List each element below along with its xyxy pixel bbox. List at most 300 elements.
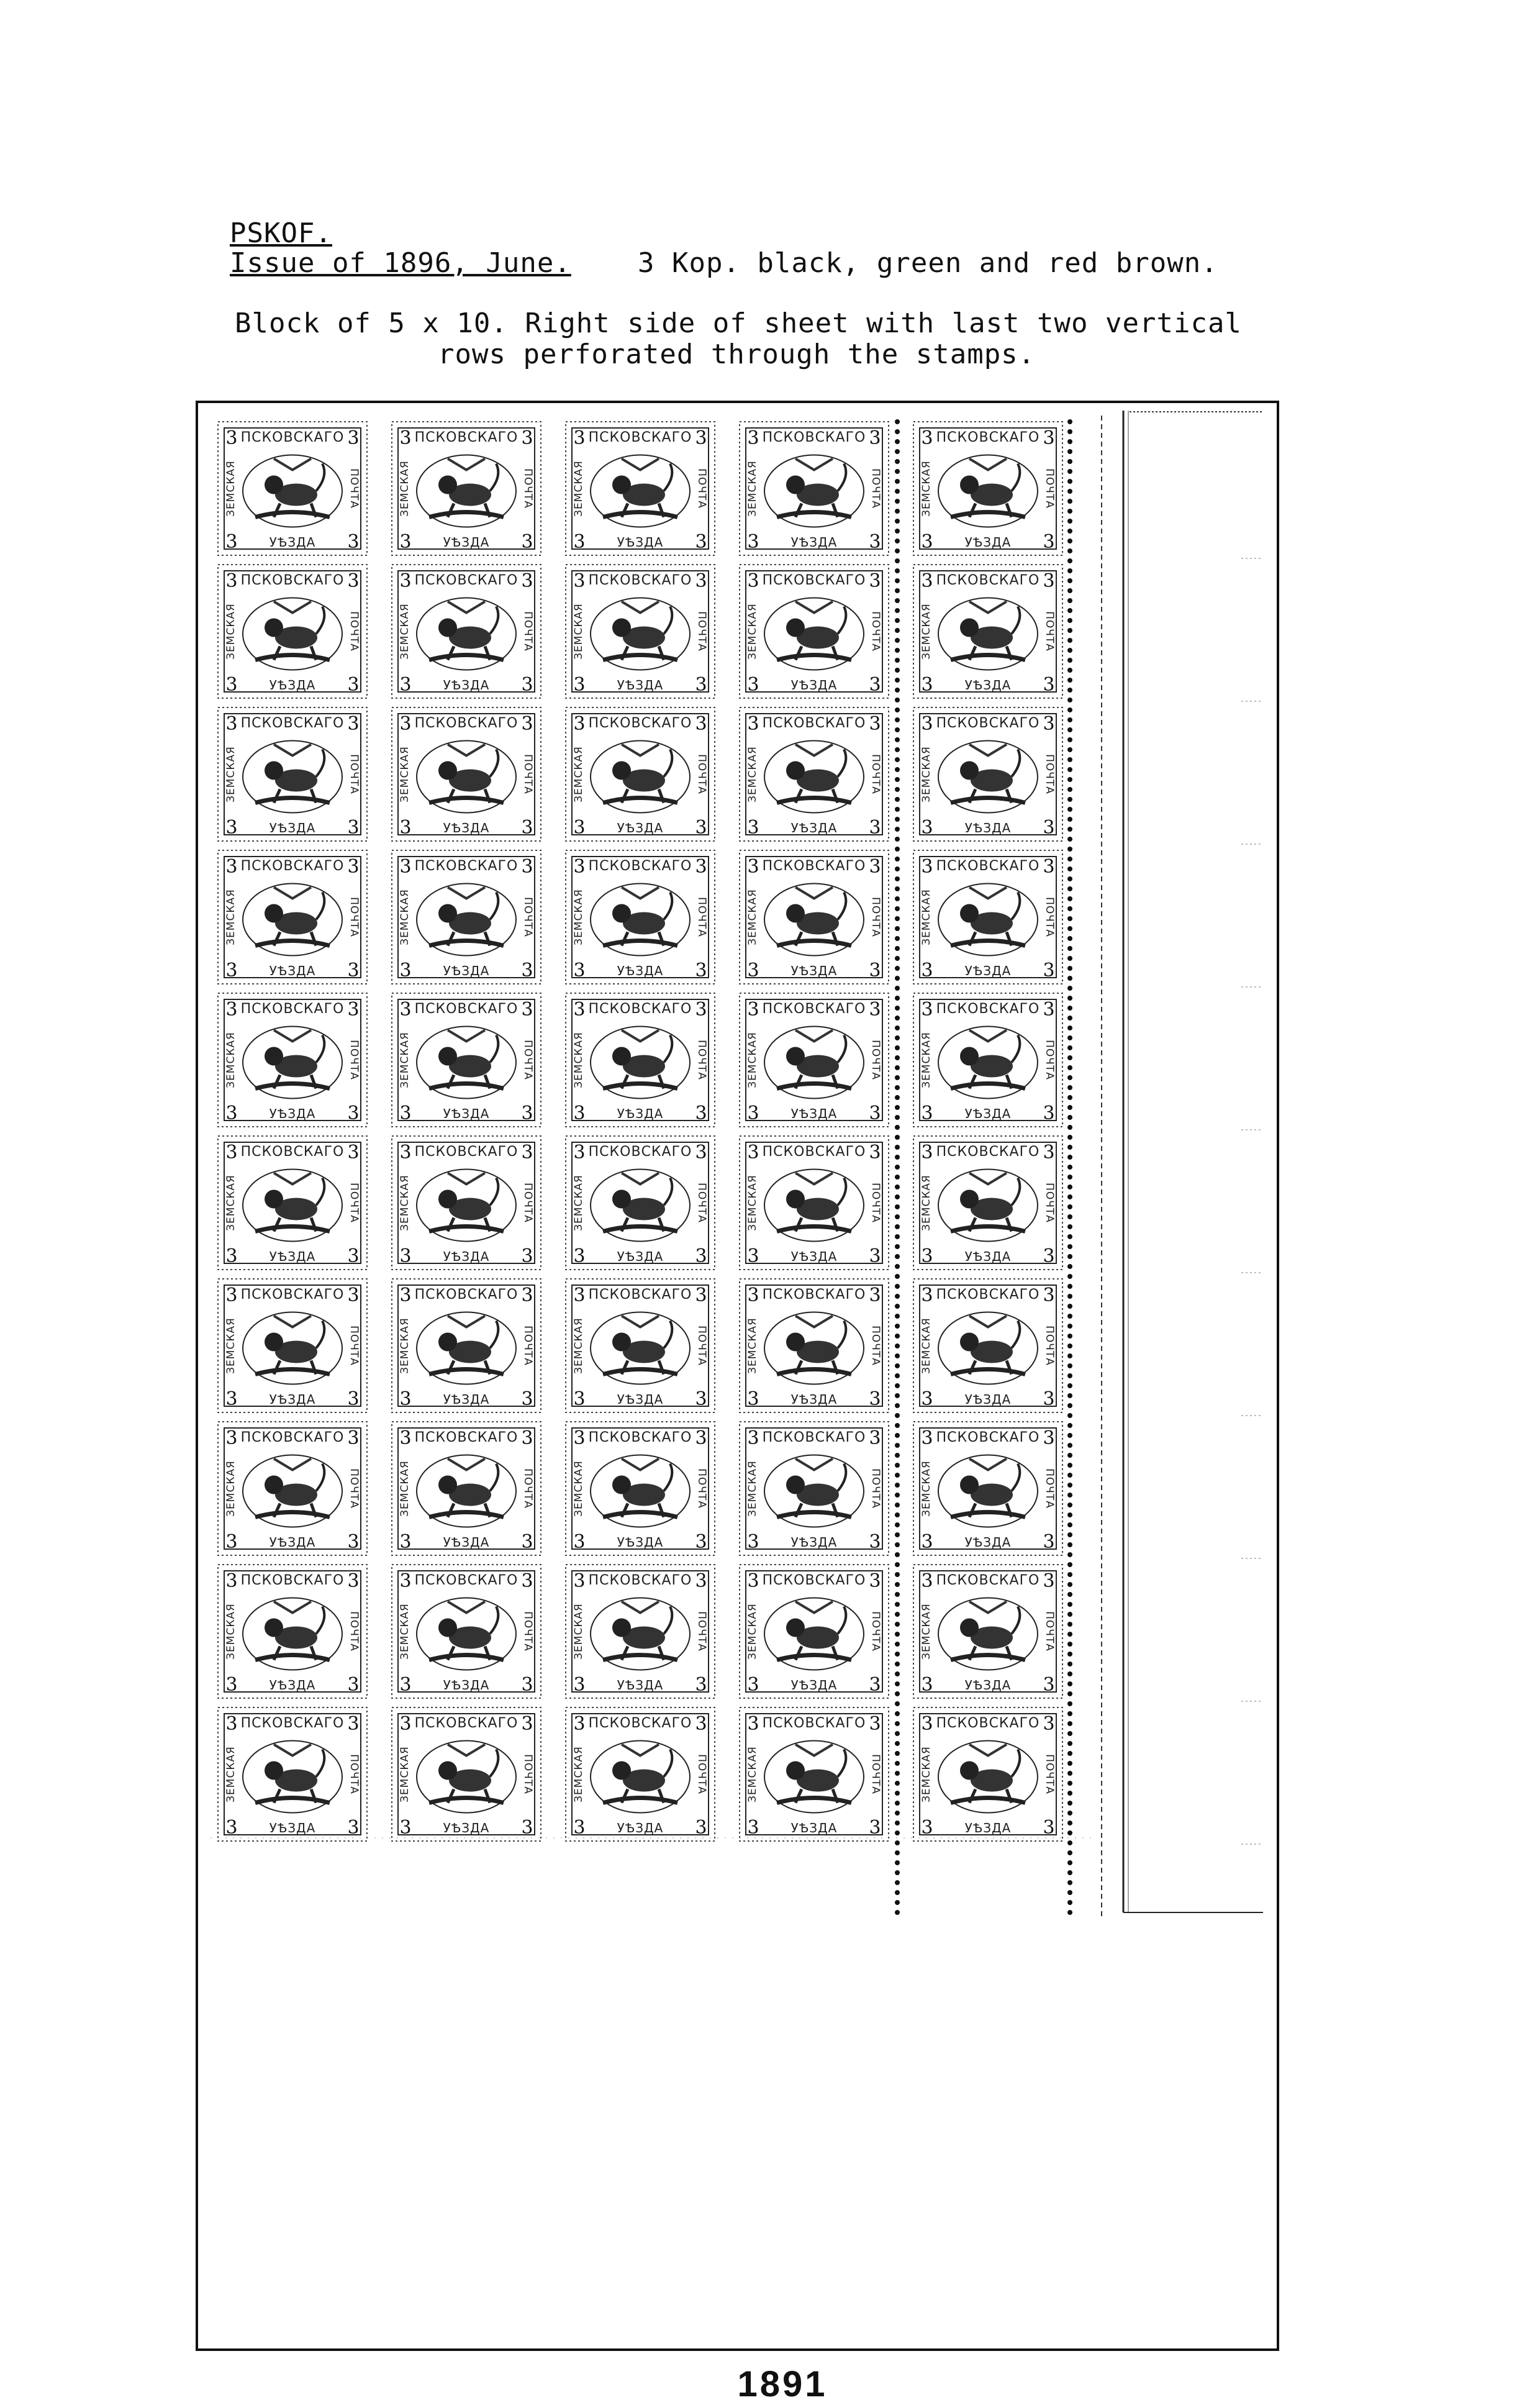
stamp <box>566 1707 715 1841</box>
stamp-value: 3 <box>747 1674 759 1696</box>
stamp-value: 3 <box>347 531 360 553</box>
stamp-bottom-text: УѢЗДА <box>269 678 316 693</box>
stamp-right-text: ПОЧТА <box>869 1754 882 1794</box>
lion-emblem <box>603 1030 677 1089</box>
stamp-left-text: ЗЕМСКАЯ <box>225 603 237 660</box>
stamp-value: 3 <box>1043 1817 1055 1839</box>
lion-emblem <box>429 602 504 660</box>
stamp-bottom-text: УѢЗДА <box>269 535 316 550</box>
stamp-value: 3 <box>399 960 412 981</box>
stamp-left-text: ЗЕМСКАЯ <box>920 1603 933 1660</box>
lion-emblem <box>255 459 330 517</box>
stamp-bottom-text: УѢЗДА <box>443 1249 490 1264</box>
stamp <box>392 1136 541 1270</box>
lion-emblem <box>777 1316 851 1375</box>
stamp-left-text: ЗЕМСКАЯ <box>746 889 759 945</box>
stamp-right-text: ПОЧТА <box>348 897 360 937</box>
stamp-value: 3 <box>399 1142 412 1163</box>
stamp-value: 3 <box>695 713 707 735</box>
issue-date: Issue of 1896, June. <box>230 247 571 279</box>
stamp-value: 3 <box>1043 570 1055 592</box>
stamp <box>218 850 367 984</box>
stamp-value: 3 <box>869 570 881 592</box>
stamp <box>392 422 541 555</box>
stamp-value: 3 <box>695 1245 707 1267</box>
stamp-value: 3 <box>921 999 933 1021</box>
lion-emblem <box>429 1745 504 1803</box>
stamp-right-text: ПОЧТА <box>1043 1611 1056 1652</box>
stamp-value: 3 <box>747 960 759 981</box>
stamp-top-text: ПСКОВСКАГО <box>588 858 692 874</box>
stamp-right-text: ПОЧТА <box>1043 1040 1056 1080</box>
stamp <box>913 850 1062 984</box>
stamp-right-text: ПОЧТА <box>869 897 882 937</box>
perforation-line <box>1067 419 1072 1915</box>
stamp-value: 3 <box>921 1102 933 1124</box>
stamp-left-text: ЗЕМСКАЯ <box>399 1032 411 1088</box>
stamp-value: 3 <box>695 1570 707 1592</box>
stamp <box>218 1136 367 1270</box>
stamp-value: 3 <box>347 1102 360 1124</box>
stamp <box>566 850 715 984</box>
stamp-value: 3 <box>1043 856 1055 878</box>
lion-emblem <box>777 1459 851 1517</box>
stamp-value: 3 <box>521 1713 533 1735</box>
stamp-value: 3 <box>921 1284 933 1306</box>
stamp-top-text: ПСКОВСКАГО <box>936 573 1040 588</box>
stamp-top-text: ПСКОВСКАГО <box>762 1144 866 1160</box>
stamp-right-text: ПОЧТА <box>695 897 708 937</box>
stamp-left-text: ЗЕМСКАЯ <box>573 746 585 802</box>
lion-emblem <box>429 1316 504 1375</box>
stamp-right-text: ПОЧТА <box>869 1325 882 1366</box>
stamp-left-text: ЗЕМСКАЯ <box>573 889 585 945</box>
stamp-value: 3 <box>1043 1427 1055 1449</box>
stamp-value: 3 <box>347 1674 360 1696</box>
stamp <box>740 1422 889 1555</box>
stamp-value: 3 <box>921 1531 933 1553</box>
stamp-value: 3 <box>399 1713 412 1735</box>
stamp-left-text: ЗЕМСКАЯ <box>399 603 411 660</box>
stamp <box>740 1279 889 1412</box>
stamp-bottom-text: УѢЗДА <box>964 821 1012 835</box>
stamp-top-text: ПСКОВСКАГО <box>936 1144 1040 1160</box>
stamp <box>913 565 1062 698</box>
lion-emblem <box>429 1602 504 1660</box>
stamp-top-text: ПСКОВСКАГО <box>936 858 1040 874</box>
stamp-right-text: ПОЧТА <box>522 1468 534 1509</box>
stamp-value: 3 <box>695 1531 707 1553</box>
lion-emblem <box>255 1316 330 1375</box>
stamp-value: 3 <box>347 999 360 1021</box>
stamp-left-text: ЗЕМСКАЯ <box>399 1746 411 1803</box>
stamp-value: 3 <box>869 1674 881 1696</box>
stamp-bottom-text: УѢЗДА <box>790 1392 838 1407</box>
stamp-value: 3 <box>1043 1674 1055 1696</box>
stamp-right-text: ПОЧТА <box>869 1468 882 1509</box>
stamp-right-text: ПОЧТА <box>869 1611 882 1652</box>
stamp-bottom-text: УѢЗДА <box>964 535 1012 550</box>
stamp-top-text: ПСКОВСКАГО <box>240 573 345 588</box>
stamp-value: 3 <box>573 1713 586 1735</box>
stamp-bottom-text: УѢЗДА <box>790 1678 838 1693</box>
stamp-value: 3 <box>869 713 881 735</box>
stamp-value: 3 <box>747 427 759 449</box>
stamp-value: 3 <box>921 531 933 553</box>
stamp-value: 3 <box>869 427 881 449</box>
block-description-line-2: rows perforated through the stamps. <box>438 339 1036 370</box>
stamp-top-text: ПСКОВСКАГО <box>936 716 1040 731</box>
stamp-sheet-frame <box>196 401 1279 2351</box>
stamp-value: 3 <box>747 856 759 878</box>
stamp-value: 3 <box>521 1142 533 1163</box>
stamp-value: 3 <box>747 1102 759 1124</box>
stamp-value: 3 <box>399 856 412 878</box>
stamp-value: 3 <box>573 531 586 553</box>
lion-emblem <box>255 1459 330 1517</box>
stamp-value: 3 <box>347 856 360 878</box>
stamp <box>740 1136 889 1270</box>
stamp-top-text: ПСКОВСКАГО <box>588 1573 692 1588</box>
lion-emblem <box>777 1030 851 1089</box>
stamp-top-text: ПСКОВСКАГО <box>762 716 866 731</box>
stamp-right-text: ПОЧТА <box>348 1611 360 1652</box>
stamp <box>218 1279 367 1412</box>
stamp <box>392 707 541 841</box>
stamp-value: 3 <box>695 1388 707 1410</box>
stamp-value: 3 <box>695 960 707 981</box>
stamp-bottom-text: УѢЗДА <box>964 1535 1012 1550</box>
stamp-right-text: ПОЧТА <box>522 1754 534 1794</box>
stamp <box>566 565 715 698</box>
stamp-value: 3 <box>747 674 759 696</box>
stamp-value: 3 <box>399 713 412 735</box>
stamp-left-text: ЗЕМСКАЯ <box>746 1603 759 1660</box>
stamp-bottom-text: УѢЗДА <box>269 821 316 835</box>
stamp-value: 3 <box>225 713 238 735</box>
stamp-left-text: ЗЕМСКАЯ <box>920 1317 933 1374</box>
stamp-value: 3 <box>347 713 360 735</box>
stamp-right-text: ПОЧТА <box>695 1325 708 1366</box>
stamp-value: 3 <box>921 427 933 449</box>
stamp-top-text: ПСКОВСКАГО <box>936 1001 1040 1017</box>
stamp-value: 3 <box>347 1284 360 1306</box>
stamp <box>392 1707 541 1841</box>
stamp-value: 3 <box>225 674 238 696</box>
stamp <box>566 1136 715 1270</box>
stamp <box>566 707 715 841</box>
stamp-bottom-text: УѢЗДА <box>443 1392 490 1407</box>
stamp-value: 3 <box>225 531 238 553</box>
stamp-left-text: ЗЕМСКАЯ <box>746 1746 759 1803</box>
stamp-left-text: ЗЕМСКАЯ <box>399 889 411 945</box>
stamp-left-text: ЗЕМСКАЯ <box>746 603 759 660</box>
lion-emblem <box>951 745 1025 803</box>
stamp <box>740 1565 889 1698</box>
stamp-right-text: ПОЧТА <box>522 1183 534 1223</box>
lion-emblem <box>603 745 677 803</box>
stamp-top-text: ПСКОВСКАГО <box>588 573 692 588</box>
stamp <box>913 422 1062 555</box>
stamp-value: 3 <box>573 960 586 981</box>
stamp-value: 3 <box>695 674 707 696</box>
stamp-block-illustration <box>198 403 1277 2348</box>
stamp-value: 3 <box>521 1102 533 1124</box>
stamp-top-text: ПСКОВСКАГО <box>588 1001 692 1017</box>
stamp-left-text: ЗЕМСКАЯ <box>746 1460 759 1517</box>
stamp-value: 3 <box>521 960 533 981</box>
stamp-right-text: ПОЧТА <box>695 754 708 794</box>
stamp-bottom-text: УѢЗДА <box>443 535 490 550</box>
lion-emblem <box>255 1173 330 1232</box>
stamp-value: 3 <box>921 817 933 839</box>
stamp-top-text: ПСКОВСКАГО <box>588 1430 692 1445</box>
stamp-top-text: ПСКОВСКАГО <box>240 1001 345 1017</box>
stamp-value: 3 <box>747 1570 759 1592</box>
stamp-value: 3 <box>521 713 533 735</box>
stamp-top-text: ПСКОВСКАГО <box>414 1573 519 1588</box>
stamp-value: 3 <box>399 1245 412 1267</box>
stamp-value: 3 <box>747 1531 759 1553</box>
lion-emblem <box>951 1459 1025 1517</box>
stamp-value: 3 <box>869 960 881 981</box>
stamp-top-text: ПСКОВСКАГО <box>414 1430 519 1445</box>
stamp-right-text: ПОЧТА <box>348 1754 360 1794</box>
stamp-bottom-text: УѢЗДА <box>964 678 1012 693</box>
stamp-value: 3 <box>347 1427 360 1449</box>
stamp-bottom-text: УѢЗДА <box>269 1678 316 1693</box>
stamp-value: 3 <box>921 856 933 878</box>
stamp-value: 3 <box>1043 999 1055 1021</box>
stamp-left-text: ЗЕМСКАЯ <box>225 1603 237 1660</box>
stamp-value: 3 <box>695 1284 707 1306</box>
stamp-value: 3 <box>747 1817 759 1839</box>
stamp-value: 3 <box>573 570 586 592</box>
lion-emblem <box>429 745 504 803</box>
stamp-right-text: ПОЧТА <box>1043 1183 1056 1223</box>
stamp-value: 3 <box>347 427 360 449</box>
stamp-left-text: ЗЕМСКАЯ <box>920 603 933 660</box>
stamp-bottom-text: УѢЗДА <box>443 678 490 693</box>
stamp-value: 3 <box>921 1142 933 1163</box>
stamp-value: 3 <box>869 856 881 878</box>
stamp-top-text: ПСКОВСКАГО <box>240 858 345 874</box>
stamp-left-text: ЗЕМСКАЯ <box>920 1460 933 1517</box>
stamp-value: 3 <box>399 531 412 553</box>
stamp-top-text: ПСКОВСКАГО <box>240 1716 345 1731</box>
stamp-value: 3 <box>347 570 360 592</box>
lion-emblem <box>951 1316 1025 1375</box>
lion-emblem <box>777 1173 851 1232</box>
stamp-top-text: ПСКОВСКАГО <box>762 1001 866 1017</box>
stamp-value: 3 <box>225 1142 238 1163</box>
stamp-top-text: ПСКОВСКАГО <box>414 430 519 445</box>
stamp-bottom-text: УѢЗДА <box>617 963 664 978</box>
stamp-value: 3 <box>521 856 533 878</box>
stamp <box>566 1422 715 1555</box>
lion-emblem <box>951 1602 1025 1660</box>
stamp-value: 3 <box>399 1674 412 1696</box>
stamp-value: 3 <box>225 817 238 839</box>
stamp-top-text: ПСКОВСКАГО <box>588 1716 692 1731</box>
stamp-value: 3 <box>225 1570 238 1592</box>
stamp-value: 3 <box>573 1817 586 1839</box>
stamp-value: 3 <box>521 674 533 696</box>
stamp-value: 3 <box>869 1713 881 1735</box>
stamp-bottom-text: УѢЗДА <box>269 1249 316 1264</box>
lion-emblem <box>777 1745 851 1803</box>
stamp <box>218 707 367 841</box>
stamp-value: 3 <box>225 427 238 449</box>
stamp-value: 3 <box>573 1284 586 1306</box>
stamp-right-text: ПОЧТА <box>522 1611 534 1652</box>
stamp-bottom-text: УѢЗДА <box>269 1106 316 1121</box>
stamp <box>392 1422 541 1555</box>
stamp-value: 3 <box>695 817 707 839</box>
stamp-value: 3 <box>921 713 933 735</box>
stamp-value: 3 <box>521 1674 533 1696</box>
stamp-top-text: ПСКОВСКАГО <box>762 1573 866 1588</box>
lion-emblem <box>603 888 677 946</box>
stamp-bottom-text: УѢЗДА <box>790 1249 838 1264</box>
stamp-value: 3 <box>573 674 586 696</box>
lion-emblem <box>777 745 851 803</box>
stamp-value: 3 <box>399 570 412 592</box>
stamp-value: 3 <box>1043 713 1055 735</box>
stamp-value: 3 <box>921 1245 933 1267</box>
stamp-right-text: ПОЧТА <box>1043 1754 1056 1794</box>
stamp-left-text: ЗЕМСКАЯ <box>399 1460 411 1517</box>
lion-emblem <box>603 1745 677 1803</box>
stamp-right-text: ПОЧТА <box>348 611 360 652</box>
stamp-value: 3 <box>573 856 586 878</box>
stamp-value: 3 <box>747 1427 759 1449</box>
stamp-bottom-text: УѢЗДА <box>269 1392 316 1407</box>
stamp-value: 3 <box>573 1427 586 1449</box>
stamp-top-text: ПСКОВСКАГО <box>414 1001 519 1017</box>
stamp-bottom-text: УѢЗДА <box>269 1535 316 1550</box>
stamp-value: 3 <box>399 1427 412 1449</box>
stamp-left-text: ЗЕМСКАЯ <box>920 460 933 517</box>
stamp-value: 3 <box>869 1284 881 1306</box>
lion-emblem <box>603 1316 677 1375</box>
stamp-value: 3 <box>921 1817 933 1839</box>
stamp-value: 3 <box>921 570 933 592</box>
stamp-value: 3 <box>695 856 707 878</box>
stamp-value: 3 <box>347 1713 360 1735</box>
stamp-value: 3 <box>869 1142 881 1163</box>
stamp-value: 3 <box>695 1713 707 1735</box>
stamp-left-text: ЗЕМСКАЯ <box>225 1746 237 1803</box>
stamp-value: 3 <box>521 570 533 592</box>
stamp-right-text: ПОЧТА <box>1043 1468 1056 1509</box>
stamp-right-text: ПОЧТА <box>1043 611 1056 652</box>
stamp-value: 3 <box>921 1427 933 1449</box>
stamp-value: 3 <box>921 1388 933 1410</box>
stamp-value: 3 <box>347 1142 360 1163</box>
stamp-right-text: ПОЧТА <box>869 1040 882 1080</box>
stamp-value: 3 <box>347 674 360 696</box>
stamp-top-text: ПСКОВСКАГО <box>936 430 1040 445</box>
stamp-bottom-text: УѢЗДА <box>790 1535 838 1550</box>
stamp-left-text: ЗЕМСКАЯ <box>225 746 237 802</box>
stamp-value: 3 <box>869 1102 881 1124</box>
stamp-colors: 3 Kop. black, green and red brown. <box>638 247 1218 279</box>
stamp-right-text: ПОЧТА <box>869 468 882 509</box>
stamp-value: 3 <box>921 1713 933 1735</box>
stamp <box>566 993 715 1127</box>
lion-emblem <box>429 1459 504 1517</box>
page-number: 1891 <box>737 2364 828 2404</box>
stamp-bottom-text: УѢЗДА <box>964 963 1012 978</box>
stamp-left-text: ЗЕМСКАЯ <box>746 746 759 802</box>
stamp-bottom-text: УѢЗДА <box>790 1106 838 1121</box>
stamp-top-text: ПСКОВСКАГО <box>936 1430 1040 1445</box>
stamp-value: 3 <box>521 427 533 449</box>
stamp-right-text: ПОЧТА <box>869 1183 882 1223</box>
stamp-value: 3 <box>347 1817 360 1839</box>
stamp-top-text: ПСКОВСКАГО <box>414 1144 519 1160</box>
stamp <box>913 1565 1062 1698</box>
stamp-value: 3 <box>747 1142 759 1163</box>
stamp-right-text: ПОЧТА <box>522 1325 534 1366</box>
stamp-top-text: ПСКОВСКАГО <box>936 1573 1040 1588</box>
stamp-left-text: ЗЕМСКАЯ <box>573 1746 585 1803</box>
stamp-value: 3 <box>347 1388 360 1410</box>
stamp <box>913 993 1062 1127</box>
stamp-right-text: ПОЧТА <box>348 1468 360 1509</box>
stamp-value: 3 <box>225 856 238 878</box>
lion-emblem <box>429 459 504 517</box>
stamp-left-text: ЗЕМСКАЯ <box>573 1460 585 1517</box>
stamp-bottom-text: УѢЗДА <box>790 821 838 835</box>
stamp-value: 3 <box>573 1674 586 1696</box>
stamp-bottom-text: УѢЗДА <box>790 963 838 978</box>
stamp-left-text: ЗЕМСКАЯ <box>225 1032 237 1088</box>
stamp-value: 3 <box>573 1245 586 1267</box>
stamp-right-text: ПОЧТА <box>1043 897 1056 937</box>
stamp-bottom-text: УѢЗДА <box>617 1106 664 1121</box>
stamp-left-text: ЗЕМСКАЯ <box>746 460 759 517</box>
stamp-value: 3 <box>747 1713 759 1735</box>
stamp-right-text: ПОЧТА <box>869 611 882 652</box>
stamp-left-text: ЗЕМСКАЯ <box>920 746 933 802</box>
stamp-right-text: ПОЧТА <box>522 468 534 509</box>
block-description-line-1: Block of 5 x 10. Right side of sheet with last two vertical <box>235 307 1242 339</box>
stamp-value: 3 <box>869 999 881 1021</box>
stamp-value: 3 <box>1043 1388 1055 1410</box>
stamp-value: 3 <box>399 1102 412 1124</box>
lion-emblem <box>255 1745 330 1803</box>
stamp-top-text: ПСКОВСКАГО <box>240 1144 345 1160</box>
lion-emblem <box>951 888 1025 946</box>
stamp-value: 3 <box>1043 1713 1055 1735</box>
stamp-bottom-text: УѢЗДА <box>964 1392 1012 1407</box>
stamp-right-text: ПОЧТА <box>695 1183 708 1223</box>
stamp-bottom-text: УѢЗДА <box>269 963 316 978</box>
stamp-bottom-text: УѢЗДА <box>443 1535 490 1550</box>
stamp-value: 3 <box>521 1817 533 1839</box>
stamp-right-text: ПОЧТА <box>348 754 360 794</box>
stamp-value: 3 <box>225 1713 238 1735</box>
stamp-top-text: ПСКОВСКАГО <box>588 430 692 445</box>
stamp-top-text: ПСКОВСКАГО <box>762 430 866 445</box>
stamp-bottom-text: УѢЗДА <box>443 963 490 978</box>
stamp-value: 3 <box>869 674 881 696</box>
stamp-bottom-text: УѢЗДА <box>790 678 838 693</box>
stamp-value: 3 <box>399 999 412 1021</box>
lion-emblem <box>255 1030 330 1089</box>
